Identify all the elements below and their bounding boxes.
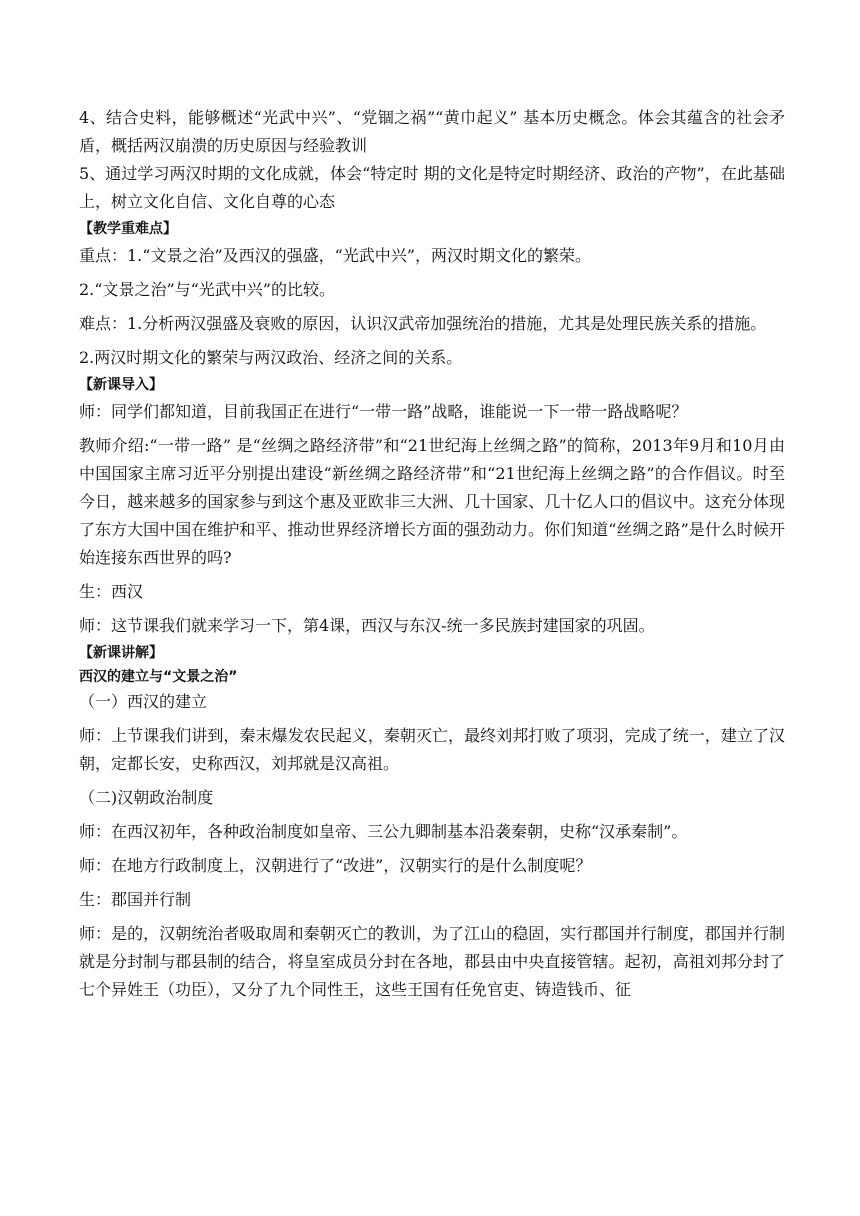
student-answer-1: 生：西汉 bbox=[79, 582, 144, 601]
teacher-local-admin: 师：在地方行政制度上，汉朝进行了“改进”，汉朝实行的是什么制度呢？ bbox=[79, 856, 592, 875]
teacher-question: 师：同学们都知道，目前我国正在进行“一带一路”战略，谁能说一下一带一路战略呢？ bbox=[79, 402, 688, 421]
teacher-introduction: 教师介绍:“一带一路” 是“丝绸之路经济带”和“21世纪海上丝绸之路”的简称，2013年9月和10月由中国国家主席习近平分别提出建设“新丝绸之路经济带”和“21世纪海上丝绸之路”的合作倡议。时至今日，越来越多的国家参与到这个惠及亚欧非三大洲、几十国家、几十亿人口的倡议中。这充分体现了东方大国中国在维护和平、推动世界经济增长方面的强劲动力。你们知道“丝绸之路”是什么时候开始连接东西世界的吗? bbox=[79, 436, 785, 567]
heading-key-points: 【教学重难点】 bbox=[79, 221, 177, 237]
objective-4: 4、结合史料，能够概述“光武中兴”、“党锢之祸”“黄巾起义” 基本历史概念。体会其蕴含的社会矛盾，概括两汉崩溃的历史原因与经验教训 bbox=[79, 108, 785, 155]
heading-lesson-intro: 【新课导入】 bbox=[79, 377, 163, 393]
subsection-1-title: （一）西汉的建立 bbox=[79, 692, 208, 711]
key-point-1: 重点：1.“文景之治”及西汉的强盛，“光武中兴”，两汉时期文化的繁荣。 bbox=[79, 246, 591, 265]
heading-new-lesson: 【新课讲解】 bbox=[79, 645, 163, 661]
teacher-system: 师：在西汉初年，各种政治制度如皇帝、三公九卿制基本沿袭秦朝，史称“汉承秦制”。 bbox=[79, 822, 688, 841]
objective-5: 5、通过学习两汉时期的文化成就，体会“特定时 期的文化是特定时期经济、政治的产物”，在此基础上，树立文化自信、文化自尊的心态 bbox=[79, 164, 785, 211]
document-body bbox=[79, 104, 785, 1004]
key-point-2: 2.“文景之治”与“光武中兴”的比较。 bbox=[79, 280, 335, 299]
difficulty-1: 难点：1.分析两汉强盛及衰败的原因，认识汉武帝加强统治的措施，尤其是处理民族关系的措施。 bbox=[79, 314, 767, 333]
subsection-2-title: （二)汉朝政治制度 bbox=[79, 788, 214, 807]
teacher-transition: 师：这节课我们就来学习一下，第4课，西汉与东汉-统一多民族封建国家的巩固。 bbox=[79, 616, 655, 635]
teacher-founding: 师：上节课我们讲到，秦末爆发农民起义，秦朝灭亡，最终刘邦打败了项羽，完成了统一，建立了汉朝，定都长安，史称西汉，刘邦就是汉高祖。 bbox=[79, 726, 785, 773]
section-title: 西汉的建立与“文景之治” bbox=[79, 669, 238, 685]
student-answer-2: 生：郡国并行制 bbox=[79, 890, 192, 909]
difficulty-2: 2.两汉时期文化的繁荣与两汉政治、经济之间的关系。 bbox=[79, 348, 463, 367]
teacher-explanation: 师：是的，汉朝统治者吸取周和秦朝灭亡的教训，为了江山的稳固，实行郡国并行制度，郡国并行制就是分封制与郡县制的结合，将皇室成员分封在各地，郡县由中央直接管辖。起初，高祖刘邦分封了七个异姓王（功臣），又分了九个同性王，这些王国有任免官吏、铸造钱币、征 bbox=[79, 924, 785, 999]
